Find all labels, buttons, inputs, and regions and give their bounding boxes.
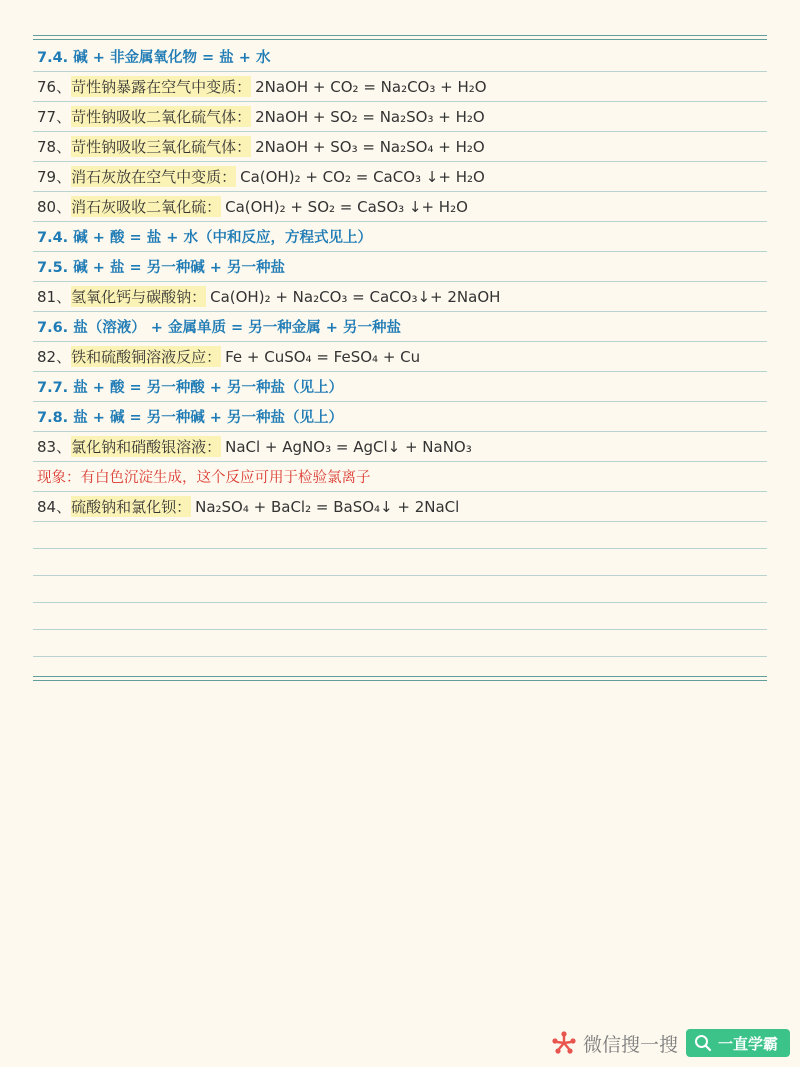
equation-row <box>33 102 767 132</box>
blank-ruled-line <box>33 576 767 603</box>
reaction-name: 苛性钠吸收二氧化硫气体： <box>71 108 252 126</box>
blank-ruled-line <box>33 549 767 576</box>
section-heading <box>33 372 767 402</box>
note-text: 现象：有白色沉淀生成，这个反应可用于检验氯离子 <box>37 470 371 486</box>
equation-number: 78、 <box>37 138 72 156</box>
equation-number: 84、 <box>37 498 72 516</box>
equation-formula: Ca(OH)₂ + Na₂CO₃ = CaCO₃↓+ 2NaOH <box>210 287 501 306</box>
section-heading <box>33 312 767 342</box>
equation-number: 79、 <box>37 168 72 186</box>
equation-formula: Ca(OH)₂ + SO₂ = CaSO₃ ↓+ H₂O <box>225 197 468 216</box>
equation-row <box>33 432 767 462</box>
account-name: 一直学霸 <box>717 1034 778 1053</box>
equation-formula: NaCl + AgNO₃ = AgCl↓ + NaNO₃ <box>225 437 472 456</box>
watermark <box>551 1029 790 1057</box>
wechat-search-icon <box>551 1030 577 1056</box>
reaction-name: 硫酸钠和氯化钡： <box>71 498 192 516</box>
equation-number: 82、 <box>37 348 72 366</box>
heading-text: 7.4. 碱 + 非金属氧化物 = 盐 + 水 <box>37 50 271 66</box>
blank-ruled-line <box>33 630 767 657</box>
equation-formula: Na₂SO₄ + BaCl₂ = BaSO₄↓ + 2NaCl <box>195 497 460 516</box>
equation-row <box>33 192 767 222</box>
heading-text: 7.6. 盐（溶液） + 金属单质 = 另一种金属 + 另一种盐 <box>37 320 401 336</box>
top-double-rule <box>33 35 767 40</box>
reaction-name: 消石灰吸收二氧化硫： <box>71 198 222 216</box>
account-search-button[interactable] <box>686 1029 790 1057</box>
equation-row <box>33 162 767 192</box>
wechat-search-logo <box>551 1030 678 1057</box>
reaction-name: 苛性钠吸收三氧化硫气体： <box>71 138 252 156</box>
watermark-brand-text: 微信搜一搜 <box>582 1033 678 1056</box>
equation-row <box>33 342 767 372</box>
equation-number: 80、 <box>37 198 72 216</box>
equation-formula: Ca(OH)₂ + CO₂ = CaCO₃ ↓+ H₂O <box>240 167 485 186</box>
equation-row <box>33 132 767 162</box>
equation-formula: 2NaOH + SO₂ = Na₂SO₃ + H₂O <box>255 107 485 126</box>
equation-formula: Fe + CuSO₄ = FeSO₄ + Cu <box>225 347 421 366</box>
reaction-name: 氯化钠和硝酸银溶液： <box>71 438 222 456</box>
search-icon <box>694 1034 712 1052</box>
reaction-name: 氢氧化钙与碳酸钠： <box>71 288 207 306</box>
equation-formula: 2NaOH + SO₃ = Na₂SO₄ + H₂O <box>255 137 485 156</box>
section-heading <box>33 402 767 432</box>
heading-text: 7.7. 盐 + 酸 = 另一种酸 + 另一种盐（见上） <box>37 380 343 396</box>
blank-ruled-line <box>33 522 767 549</box>
reaction-name: 消石灰放在空气中变质： <box>71 168 237 186</box>
heading-text: 7.4. 碱 + 酸 = 盐 + 水（中和反应，方程式见上） <box>37 230 372 246</box>
equation-number: 77、 <box>37 108 72 126</box>
equation-number: 81、 <box>37 288 72 306</box>
section-heading <box>33 252 767 282</box>
phenomenon-note <box>33 462 767 492</box>
equation-number: 83、 <box>37 438 72 456</box>
heading-text: 7.8. 盐 + 碱 = 另一种碱 + 另一种盐（见上） <box>37 410 343 426</box>
reaction-name: 苛性钠暴露在空气中变质： <box>71 78 252 96</box>
equation-row <box>33 492 767 522</box>
equation-row <box>33 282 767 312</box>
bottom-double-rule <box>33 676 767 681</box>
section-heading <box>33 42 767 72</box>
equation-formula: 2NaOH + CO₂ = Na₂CO₃ + H₂O <box>255 77 487 96</box>
equation-row <box>33 72 767 102</box>
note-sheet <box>33 35 767 657</box>
reaction-name: 铁和硫酸铜溶液反应： <box>71 348 222 366</box>
blank-ruled-line <box>33 603 767 630</box>
heading-text: 7.5. 碱 + 盐 = 另一种碱 + 另一种盐 <box>37 260 285 276</box>
section-heading <box>33 222 767 252</box>
equation-number: 76、 <box>37 78 72 96</box>
